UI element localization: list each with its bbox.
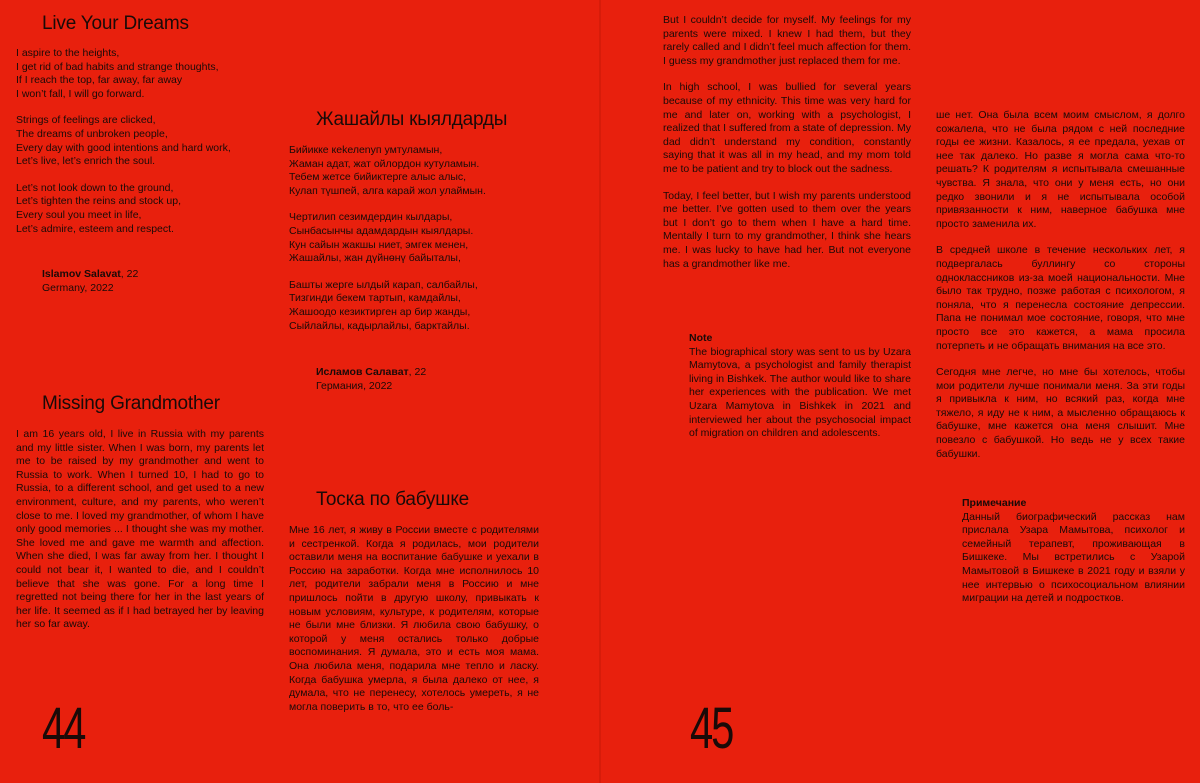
- poem-ky-line: Башты жерге ылдый карап, салбайлы,: [289, 278, 478, 291]
- poem-en-line: Every day with good intentions and hard work,: [16, 141, 231, 154]
- poem-en-line: I get rid of bad habits and strange thoughts,: [16, 60, 219, 73]
- poem-en-stanza: [16, 182, 276, 236]
- note-en-text: The biographical story was sent to us by Uzara Mamytova, a psychologist and family therapist living in Bishkek. The author would like to share her experiences with the publication. We met Uzara Mamytova in Bishkek in 2021 and interviewed her about the psychosocial impact of migration on children and adolescents.: [689, 345, 911, 440]
- page-number-right: 45: [690, 696, 733, 761]
- poem-ky-line: Бийикке кеkелеnуп умтуламын,: [289, 144, 443, 156]
- poem-ky-line: Жашоодо кезиктирген ар бир жанды,: [289, 305, 471, 318]
- poem-ky-stanza: [289, 144, 589, 198]
- story-en-title: Missing Grandmother: [42, 393, 220, 414]
- poem-ky-line: Тизгинди бекем тартып, камдайлы,: [289, 292, 461, 305]
- story-en-heading: [42, 394, 282, 415]
- poem-ky: [316, 110, 556, 131]
- poem-ky-line: Жаман адат, жат ойлордон кутуламын.: [289, 157, 480, 170]
- poem-en-line: I aspire to the heights,: [16, 47, 120, 59]
- poem-en: [42, 14, 282, 35]
- story-ru-continuation: [936, 109, 1185, 474]
- poem-en-stanza: [16, 114, 276, 168]
- story-ru-body: [289, 524, 539, 727]
- poem-ky-line: Чертилип сезимдердин кылдары,: [289, 211, 453, 224]
- story-en-cont-paragraph: But I couldn’t decide for myself. My feelings for my parents were mixed. I knew I had them, but they rarely called and I didn’t feel much affection for them. I guess my grandmother just replaced them for me.: [663, 14, 911, 67]
- poem-en-line: The dreams of unbroken people,: [16, 127, 168, 140]
- story-en-body: [16, 428, 264, 645]
- poem-en-line: Let’s admire, esteem and respect.: [16, 222, 174, 235]
- poem-ky-line: Тебем жетсе бийиктерге алыс алыс,: [289, 171, 467, 184]
- story-en-cont-paragraph: In high school, I was bullied for several years because of my ethnicity. This time was very hard for me and later on, working with a psychologist, I realized that I suffered from a state of depression. My dad didn’t understand my condition, constantly saying that it was all in my head, and my mom told me to be patient and try to block out the sadness.: [663, 81, 911, 175]
- poem-ky-line: Жашайлы, жан дүйнөнү байыталы,: [289, 252, 461, 265]
- poem-en-author-place: Germany, 2022: [42, 281, 114, 294]
- poem-ky-line: Сынбасынчы адамдардын кыялдары.: [289, 224, 474, 237]
- poem-en-signature: [42, 268, 242, 295]
- poem-ky-line: Сыйлайлы, кадырлайлы, барктайлы.: [289, 319, 470, 332]
- poem-ky-author-place: Германия, 2022: [316, 379, 393, 392]
- story-en-cont-paragraph: Today, I feel better, but I wish my parents understood me better. I’ve gotten used to them over the years but I don’t go to them when I have a hard time. Mentally I turn to my grandmother, I think she hears me. I was lucky to have had her. But not everyone has a grandmother like me.: [663, 189, 911, 270]
- poem-en-title: Live Your Dreams: [42, 13, 189, 34]
- poem-ky-line: Кун сайын жакшы ниет, эмгек менен,: [289, 238, 469, 251]
- poem-ky-stanza: [289, 211, 589, 265]
- note-en-title: Note: [689, 332, 713, 344]
- poem-en-line: Let’s tighten the reins and stock up,: [16, 195, 181, 208]
- page-number-left: 44: [42, 696, 85, 761]
- poem-en-line: Let’s live, let’s enrich the soul.: [16, 155, 156, 168]
- right-page: [600, 0, 1200, 783]
- poem-ky-stanza: [289, 279, 589, 333]
- poem-ky-author-name: Исламов Салават: [316, 366, 409, 378]
- note-ru-text: Данный биографический рассказ нам прислала Узара Мамытова, психолог и семейный терапевт, проживающая в Бишкеке. Мы встретились с Узарой Мамытовой в Бишкеке в 2021 году и взяли у нее интервью о психосоциальном влиянии миграции на детей и подростков.: [962, 510, 1185, 605]
- note-en: [689, 332, 911, 441]
- poem-ky-stanzas: [289, 144, 589, 346]
- note-ru: [962, 497, 1185, 606]
- story-ru-title: Тоска по бабушке: [316, 489, 470, 510]
- story-ru-paragraph: Мне 16 лет, я живу в России вместе с родителями и сестренкой. Когда я родилась, мои родители оставили меня на воспитание бабушке и уехали в Россию на заработки. Когда мне исполнилось 10 лет, родители забрали меня в Россию и мне пришлось пойти в другую школу, привыкать к новым условиям, культуре, к родителям, которые не были мне близки. Я любила свою бабушку, о которой у меня остались только добрые воспоминания. Я думала, это и есть моя мама. Она любила меня, подарила мне тепло и ласку. Когда бабушка умерла, я была далеко от нее, я думала, что не перенесу, хотелось умереть, я не могла поверить в то, что ее боль-: [289, 524, 539, 713]
- story-ru-cont-paragraph: ше нет. Она была всем моим смыслом, я долго сожалела, что не была рядом с ней последние годы ее жизни. Казалось, я ее предала, уехав от нее так далеко. Но разве я могла сама что-то решать? К родителям я испытывала смешанные чувства. Я знала, что они у меня есть, но они редко звонили и я не испытывала особой привязанности к ним, наверное бабушка мне просто заменила их.: [936, 109, 1185, 230]
- poem-ky-signature: [316, 366, 516, 393]
- poem-en-line: Every soul you meet in life,: [16, 208, 142, 221]
- poem-en-stanzas: [16, 47, 276, 249]
- story-ru-cont-paragraph: Сегодня мне легче, но мне бы хотелось, чтобы мои родители лучше понимали меня. За эти годы я привыкла к ним, но всякий раз, когда мне тяжело, я иду не к ним, а мысленно обращаюсь к бабушке, мне кажется она меня слышит. Мне повезло с бабушкой. Но ведь не у всех такие бабушки.: [936, 366, 1185, 460]
- story-en-paragraph: I am 16 years old, I live in Russia with my parents and my little sister. When I was born, my parents let me to be raised by my grandmother and went to Russia to work. When I turned 10, I had to go to Russia, to a different school, and get used to a new environment, culture, and my parents, who weren’t close to me. I loved my grandmother, of whom I have only good memories ... I thought she was my mother. She loved me and gave me warmth and affection. When she died, I was far away from her. I thought I could not bear it, I wanted to die, and I couldn’t believe that she was gone. For a long time I regretted not being there for her in the last years of her life. It seemed as if I had betrayed her by leaving her so far away.: [16, 428, 264, 631]
- poem-ky-line: Кулап түшпей, алга карай жол улаймын.: [289, 184, 486, 197]
- note-ru-title: Примечание: [962, 497, 1027, 509]
- story-ru-cont-paragraph: В средней школе в течение нескольких лет, я подвергалась буллингу со стороны одноклассников из-за моей национальности. Мне было так трудно, позже работая с психологом, я поняла, что я перенесла состояние депрессии. Папа не понимал мое состояние, говоря, что мне просто все это кажется, а мама просила потерпеть и не обращать внимания на все это.: [936, 244, 1185, 352]
- poem-en-line: Let’s not look down to the ground,: [16, 181, 174, 194]
- story-en-continuation: [663, 14, 911, 284]
- poem-en-stanza: [16, 47, 276, 101]
- story-ru-heading: [316, 490, 556, 511]
- poem-en-author-name: Islamov Salavat: [42, 268, 121, 280]
- poem-ky-author-age: , 22: [408, 366, 427, 378]
- poem-en-author-age: , 22: [120, 268, 139, 280]
- poem-en-line: Strings of feelings are clicked,: [16, 114, 156, 127]
- poem-ky-title: Жашайлы кыялдарды: [316, 109, 508, 130]
- poem-en-line: I won’t fall, I will go forward.: [16, 87, 145, 100]
- poem-en-line: If I reach the top, far away, far away: [16, 74, 183, 87]
